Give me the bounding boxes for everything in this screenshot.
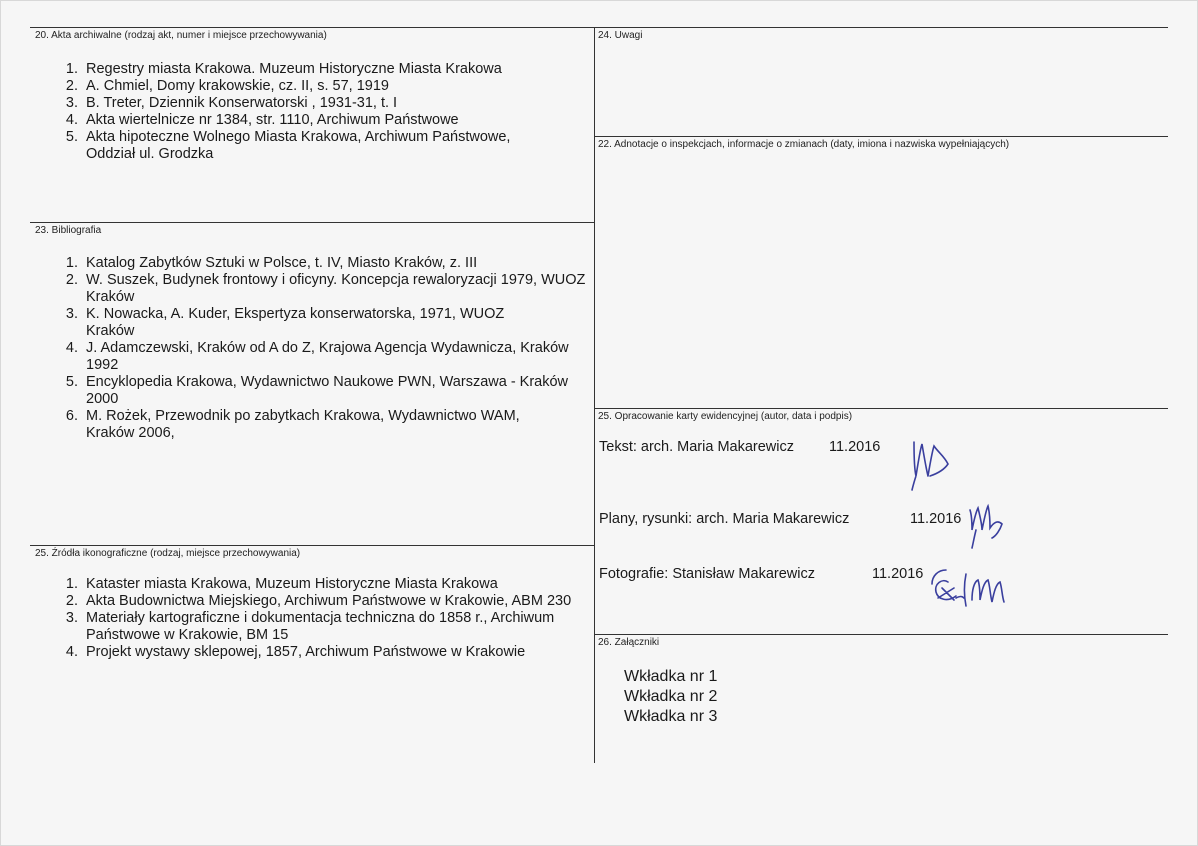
section-24-heading: 24. Uwagi <box>598 30 643 41</box>
section-25-author-heading: 25. Opracowanie karty ewidencyjnej (autor, data i podpis) <box>598 411 853 422</box>
list-item: 2. W. Suszek, Budynek frontowy i oficyny. Koncepcja rewaloryzacji 1979, WUOZ Kraków <box>65 272 586 305</box>
list-item: 1. Regestry miasta Krakowa. Muzeum Historyczne Miasta Krakowa <box>65 61 502 77</box>
list-item: 5. Encyklopedia Krakowa, Wydawnictwo Naukowe PWN, Warszawa - Kraków 2000 <box>65 374 569 407</box>
drawings-author-date: 11.2016 <box>910 511 962 527</box>
section-23-list <box>58 255 588 442</box>
drawings-author-label: Plany, rysunki: arch. Maria Makarewicz <box>599 511 850 527</box>
list-item: 1. Katalog Zabytków Sztuki w Polsce, t. IV, Miasto Kraków, z. III <box>65 255 478 271</box>
rule-right-26 <box>594 634 1168 635</box>
list-item: 2. Akta Budownictwa Miejskiego, Archiwum Państwowe w Krakowie, ABM 230 <box>65 593 572 609</box>
photos-author-date: 11.2016 <box>872 566 924 582</box>
section-20-list <box>58 61 578 163</box>
list-item: 3. K. Nowacka, A. Kuder, Ekspertyza konserwatorska, 1971, WUOZ Kraków <box>65 306 505 339</box>
rule-left-25 <box>30 545 594 546</box>
section-20-heading: 20. Akta archiwalne (rodzaj akt, numer i miejsce przechowywania) <box>35 30 327 41</box>
section-25-sources-list <box>58 576 588 661</box>
list-item: 4. J. Adamczewski, Kraków od A do Z, Krajowa Agencja Wydawnicza, Kraków 1992 <box>65 340 569 373</box>
list-item: 3. B. Treter, Dziennik Konserwatorski , 1931-31, t. I <box>65 95 398 111</box>
rule-right-25 <box>594 408 1168 409</box>
list-item: Wkładka nr 2 <box>624 688 718 705</box>
section-23-heading: 23. Bibliografia <box>35 225 102 236</box>
annex-list <box>624 667 717 727</box>
list-item: 3. Materiały kartograficzne i dokumentacja techniczna do 1858 r., Archiwum Państwowe w Krakowie, BM 15 <box>65 610 555 643</box>
signature-drawings <box>966 498 1008 550</box>
text-author-date: 11.2016 <box>829 439 881 455</box>
signature-photos <box>928 566 1008 612</box>
list-item: 1. Kataster miasta Krakowa, Muzeum Historyczne Miasta Krakowa <box>65 576 498 592</box>
text-author-label: Tekst: arch. Maria Makarewicz <box>599 439 794 455</box>
section-26-heading: 26. Załączniki <box>598 637 660 648</box>
rule-right-22 <box>594 136 1168 137</box>
list-item: 4. Akta wiertelnicze nr 1384, str. 1110, Archiwum Państwowe <box>65 112 459 128</box>
rule-left-23 <box>30 222 594 223</box>
list-item: 4. Projekt wystawy sklepowej, 1857, Archiwum Państwowe w Krakowie <box>65 644 526 660</box>
top-rule <box>30 27 1168 28</box>
list-item: Wkładka nr 3 <box>624 708 718 725</box>
section-25-sources-heading: 25. Źródła ikonograficzne (rodzaj, miejsce przechowywania) <box>35 548 301 559</box>
list-item: Wkładka nr 1 <box>624 668 718 685</box>
section-22-heading: 22. Adnotacje o inspekcjach, informacje o zmianach (daty, imiona i nazwiska wypełniających) <box>598 139 1010 150</box>
photos-author-label: Fotografie: Stanisław Makarewicz <box>599 566 815 582</box>
list-item: 5. Akta hipoteczne Wolnego Miasta Krakowa, Archiwum Państwowe, Oddział ul. Grodzka <box>65 129 511 162</box>
list-item: 2. A. Chmiel, Domy krakowskie, cz. II, s. 57, 1919 <box>65 78 389 94</box>
list-item: 6. M. Rożek, Przewodnik po zabytkach Krakowa, Wydawnictwo WAM, Kraków 2006, <box>65 408 520 441</box>
column-divider <box>594 27 595 763</box>
signature-text <box>908 434 956 492</box>
